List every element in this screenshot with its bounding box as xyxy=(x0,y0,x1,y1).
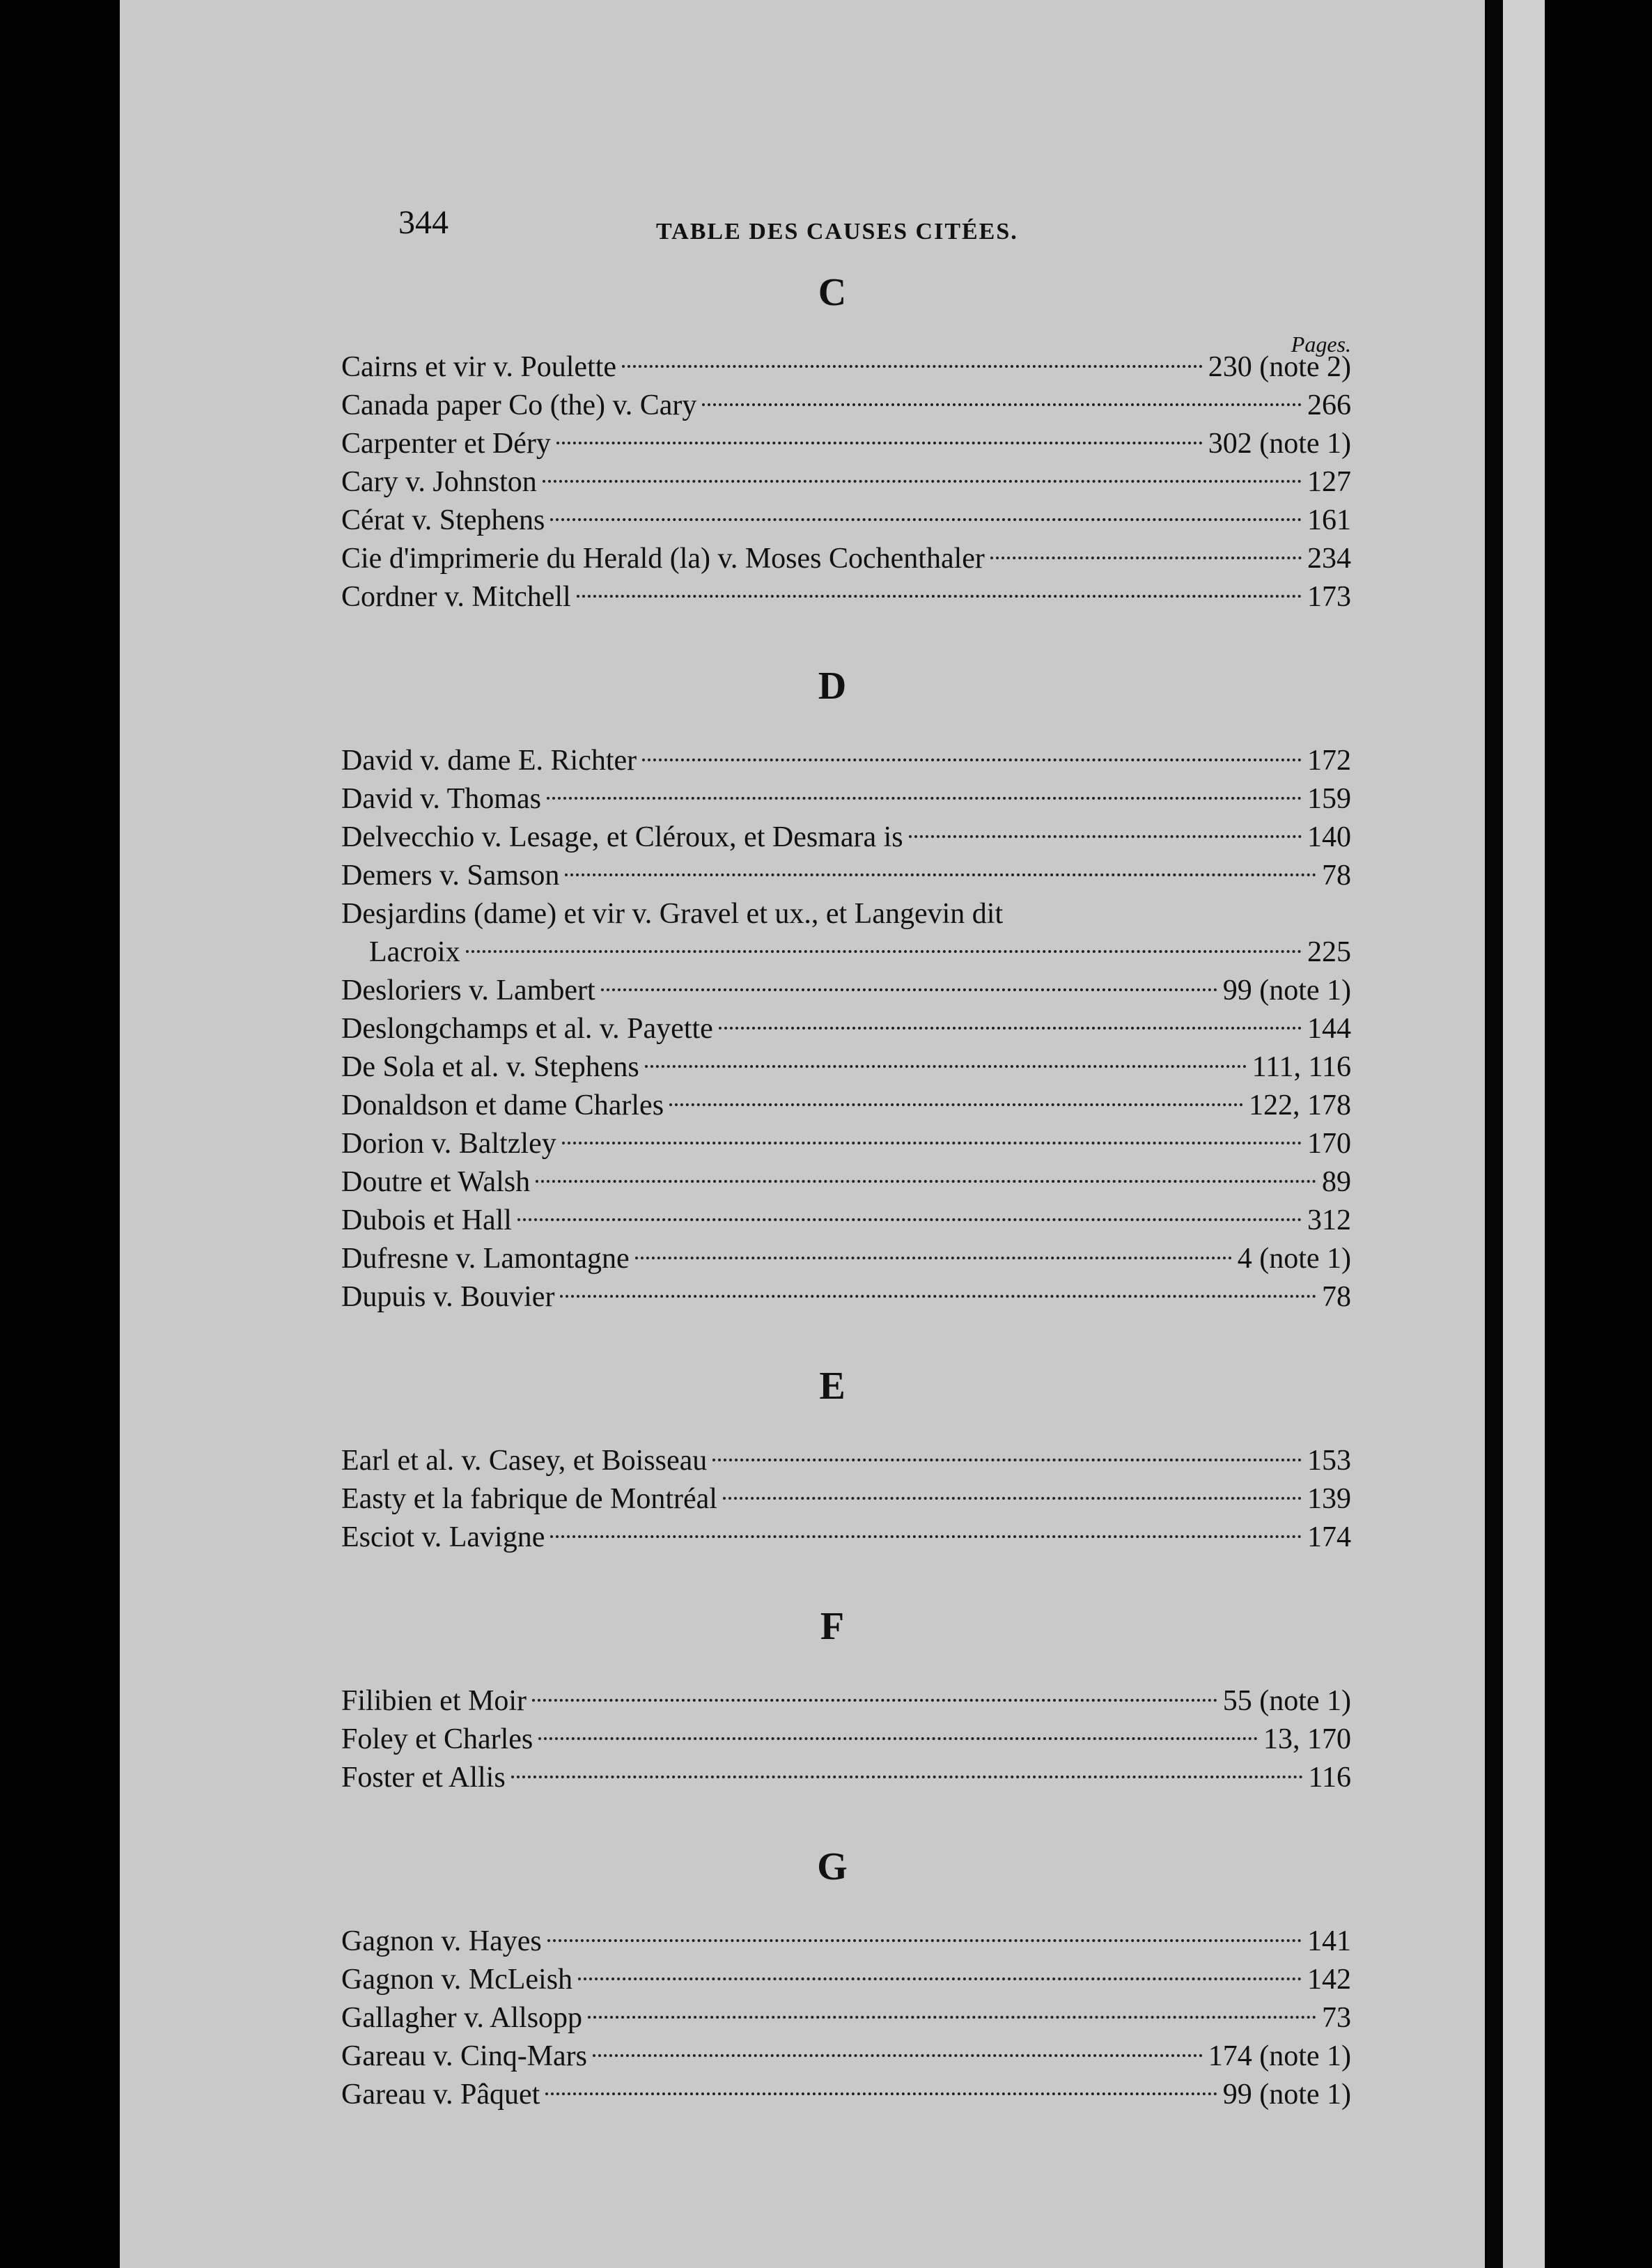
case-name: David v. dame E. Richter xyxy=(341,745,637,777)
page-reference: 173 xyxy=(1307,581,1351,613)
index-entry xyxy=(341,540,1351,578)
index-entry xyxy=(341,502,1351,540)
case-name: Earl et al. v. Casey, et Boisseau xyxy=(341,1445,708,1477)
dot-leader xyxy=(547,1939,1302,1942)
index-entry xyxy=(341,1999,1351,2037)
dot-leader xyxy=(517,1218,1302,1221)
dot-leader xyxy=(545,2092,1217,2095)
dot-leader xyxy=(466,950,1302,953)
case-name: Foster et Allis xyxy=(341,1762,506,1794)
index-section xyxy=(341,658,1351,1316)
case-name: Canada paper Co (the) v. Cary xyxy=(341,389,697,421)
case-name: Cairns et vir v. Poulette xyxy=(341,351,617,383)
dot-leader xyxy=(577,595,1302,598)
case-name: Deslongchamps et al. v. Payette xyxy=(341,1013,713,1045)
case-name: Gareau v. Cinq-Mars xyxy=(341,2040,588,2072)
case-name: Dubois et Hall xyxy=(341,1204,512,1236)
index-entry xyxy=(341,578,1351,616)
dot-leader xyxy=(635,1257,1232,1259)
dot-leader xyxy=(645,1065,1247,1068)
page-number: 344 xyxy=(398,204,449,241)
case-name: Cie d'imprimerie du Herald (la) v. Moses Cochenthaler xyxy=(341,543,985,575)
case-name: Gagnon v. McLeish xyxy=(341,1964,573,1996)
running-head xyxy=(398,203,1095,252)
page-reference: 312 xyxy=(1307,1204,1351,1236)
dot-leader xyxy=(547,797,1302,800)
page-reference: 170 xyxy=(1307,1128,1351,1160)
case-name: Foley et Charles xyxy=(341,1723,533,1755)
dot-leader xyxy=(550,1535,1302,1538)
case-name: Easty et la fabrique de Montréal xyxy=(341,1483,717,1515)
case-name: De Sola et al. v. Stephens xyxy=(341,1051,639,1083)
page-reference: 230 (note 2) xyxy=(1208,351,1351,383)
index-entry xyxy=(341,348,1351,387)
index-entry xyxy=(341,1240,1351,1278)
index-entry xyxy=(341,1923,1351,1961)
page-reference: 4 (note 1) xyxy=(1237,1243,1351,1275)
case-name: Dorion v. Baltzley xyxy=(341,1128,556,1160)
page-reference: 172 xyxy=(1307,745,1351,777)
dot-leader xyxy=(536,1180,1316,1183)
page-reference: 302 (note 1) xyxy=(1208,428,1351,460)
adjacent-page-strip xyxy=(1503,0,1545,2268)
index-entry xyxy=(341,2076,1351,2114)
case-name: Carpenter et Déry xyxy=(341,428,551,460)
page-reference: 99 (note 1) xyxy=(1222,974,1351,1007)
pages-column-label: Pages. xyxy=(1291,332,1351,357)
dot-leader xyxy=(601,988,1217,991)
index-entry xyxy=(341,1087,1351,1125)
index-entry xyxy=(341,1442,1351,1480)
page-reference: 141 xyxy=(1307,1925,1351,1957)
dot-leader xyxy=(669,1103,1243,1106)
section-letter: G xyxy=(817,1845,848,1888)
section-gap xyxy=(341,1557,1351,1599)
page-reference: 127 xyxy=(1307,466,1351,498)
index-entry xyxy=(341,857,1351,895)
dot-leader xyxy=(588,2016,1316,2019)
index-entry xyxy=(341,2037,1351,2076)
index-entry xyxy=(341,1125,1351,1163)
page-reference: 266 xyxy=(1307,389,1351,421)
section-letter: F xyxy=(820,1605,845,1648)
index-entry xyxy=(341,780,1351,818)
dot-leader xyxy=(550,518,1302,521)
entry-list xyxy=(341,1923,1351,2114)
case-name: Gareau v. Pâquet xyxy=(341,2079,540,2111)
entry-list xyxy=(341,1682,1351,1797)
case-name: Esciot v. Lavigne xyxy=(341,1521,545,1553)
index-entry xyxy=(341,1202,1351,1240)
dot-leader xyxy=(702,403,1302,406)
section-letter: D xyxy=(818,665,847,708)
case-name: Gallagher v. Allsopp xyxy=(341,2002,583,2034)
index-section xyxy=(341,1839,1351,2114)
dot-leader xyxy=(712,1459,1302,1461)
page-reference: 13, 170 xyxy=(1263,1723,1351,1755)
index-entry xyxy=(341,972,1351,1010)
page-reference: 159 xyxy=(1307,783,1351,815)
index-entry xyxy=(341,933,1351,972)
index-entry xyxy=(341,1048,1351,1087)
case-name: Cary v. Johnston xyxy=(341,466,537,498)
running-title: TABLE DES CAUSES CITÉES. xyxy=(656,219,1018,244)
case-name: Filibien et Moir xyxy=(341,1685,527,1717)
entry-list xyxy=(341,1442,1351,1557)
case-name: Doutre et Walsh xyxy=(341,1166,531,1198)
index-entry xyxy=(341,1721,1351,1759)
page-reference: 161 xyxy=(1307,504,1351,536)
page-reference: 122, 178 xyxy=(1249,1089,1351,1121)
page-edge xyxy=(1485,0,1503,2268)
index-entry xyxy=(341,818,1351,857)
case-name-continuation: Lacroix xyxy=(369,936,460,968)
index-entry xyxy=(341,1519,1351,1557)
page-reference: 89 xyxy=(1322,1166,1351,1198)
page-reference: 174 xyxy=(1307,1521,1351,1553)
index-section xyxy=(341,1599,1351,1797)
page-reference: 139 xyxy=(1307,1483,1351,1515)
dot-leader xyxy=(578,1978,1302,1980)
dot-leader xyxy=(909,835,1302,838)
index-section xyxy=(341,1358,1351,1557)
dot-leader xyxy=(511,1776,1303,1778)
case-name: Delvecchio v. Lesage, et Cléroux, et Desmara is xyxy=(341,821,903,853)
index-entry xyxy=(341,1961,1351,1999)
dot-leader xyxy=(538,1737,1258,1740)
dot-leader xyxy=(543,480,1302,483)
dot-leader xyxy=(565,873,1316,876)
entry-list xyxy=(341,348,1351,616)
section-gap xyxy=(341,616,1351,658)
dot-leader xyxy=(556,442,1203,444)
page-reference: 174 (note 1) xyxy=(1208,2040,1351,2072)
page-reference: 225 xyxy=(1307,936,1351,968)
case-name: Cérat v. Stephens xyxy=(341,504,545,536)
case-name: Demers v. Samson xyxy=(341,860,560,892)
case-name: David v. Thomas xyxy=(341,783,541,815)
scan-border xyxy=(1545,0,1652,2268)
case-name: Donaldson et dame Charles xyxy=(341,1089,664,1121)
page-reference: 111, 116 xyxy=(1252,1051,1351,1083)
page-reference: 78 xyxy=(1322,860,1351,892)
index-entry xyxy=(341,387,1351,425)
case-name: Dufresne v. Lamontagne xyxy=(341,1243,630,1275)
case-name: Dupuis v. Bouvier xyxy=(341,1281,555,1313)
dot-leader xyxy=(719,1027,1302,1030)
dot-leader xyxy=(593,2054,1203,2057)
dot-leader xyxy=(562,1142,1302,1144)
dot-leader xyxy=(642,759,1302,761)
page-reference: 142 xyxy=(1307,1964,1351,1996)
index-entry xyxy=(341,425,1351,463)
dot-leader xyxy=(532,1699,1217,1702)
case-name: Desloriers v. Lambert xyxy=(341,974,595,1007)
index-entry xyxy=(341,1163,1351,1202)
index-entry xyxy=(341,463,1351,502)
index-entry xyxy=(341,1759,1351,1797)
page-reference: 78 xyxy=(1322,1281,1351,1313)
page-reference: 55 (note 1) xyxy=(1222,1685,1351,1717)
index-content xyxy=(341,265,1351,2114)
page-reference: 234 xyxy=(1307,543,1351,575)
page-reference: 153 xyxy=(1307,1445,1351,1477)
page-reference: 144 xyxy=(1307,1013,1351,1045)
index-section xyxy=(341,265,1351,616)
page-reference: 73 xyxy=(1322,2002,1351,2034)
index-entry xyxy=(341,1682,1351,1721)
entry-list xyxy=(341,742,1351,1316)
index-entry xyxy=(341,1480,1351,1519)
section-gap xyxy=(341,1316,1351,1358)
section-gap xyxy=(341,1797,1351,1839)
dot-leader xyxy=(560,1295,1316,1298)
case-name: Gagnon v. Hayes xyxy=(341,1925,542,1957)
dot-leader xyxy=(723,1497,1302,1500)
section-letter: E xyxy=(819,1365,846,1408)
case-name: Desjardins (dame) et vir v. Gravel et ux., et Langevin dit xyxy=(341,898,1004,930)
page-reference: 140 xyxy=(1307,821,1351,853)
index-entry xyxy=(341,742,1351,780)
case-name: Cordner v. Mitchell xyxy=(341,581,571,613)
index-entry xyxy=(341,1278,1351,1316)
index-entry xyxy=(341,1010,1351,1048)
page-reference: 116 xyxy=(1308,1762,1351,1794)
section-letter: C xyxy=(818,271,847,314)
dot-leader xyxy=(990,557,1302,559)
dot-leader xyxy=(622,365,1203,368)
page-reference: 99 (note 1) xyxy=(1222,2079,1351,2111)
